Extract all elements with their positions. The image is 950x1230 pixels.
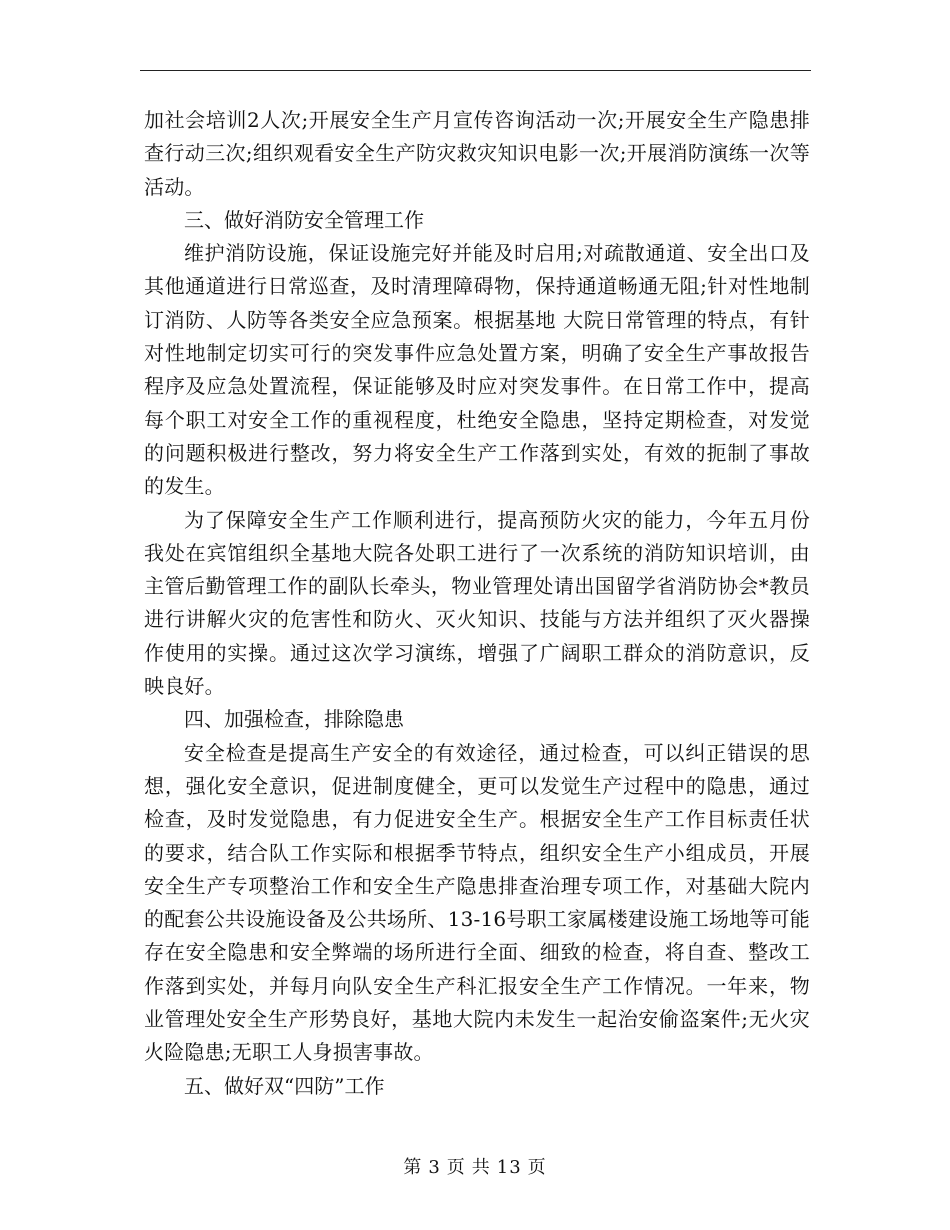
footer-label-unit2: 页 xyxy=(527,1157,547,1178)
footer-label-unit: 页 xyxy=(446,1157,466,1178)
section-heading-5: 五、做好双“四防”工作 xyxy=(184,1073,385,1098)
page-footer xyxy=(0,1153,950,1179)
footer-label-page: 第 xyxy=(403,1157,423,1178)
paragraph-fire-training: 为了保障安全生产工作顺利进行，提高预防火灾的能力，今年五月份我处在宾馆组织全基地大院各处职工进行了一次系统的消防知识培训，由主管后勤管理工作的副队长牵头，物业管理处请出国留学省消防协会*教员进行讲解火灾的危害性和防火、灭火知识、技能与方法并组织了灭火器操作使用的实操。通过这次学习演练，增强了广阔职工群众的消防意识，反映良好。 xyxy=(144,507,810,699)
header-rule xyxy=(140,70,811,71)
paragraph-inspection: 安全检查是提高生产安全的有效途径，通过检查，可以纠正错误的思想，强化安全意识，促进制度健全，更可以发觉生产过程中的隐患，通过检查，及时发觉隐患，有力促进安全生产。根据安全生产工作目标责任状的要求，结合队工作实际和根据季节特点，组织安全生产小组成员，开展安全生产专项整治工作和安全生产隐患排查治理专项工作，对基础大院内的配套公共设施设备及公共场所、13-16号职工家属楼建设施工场地等可能存在安全隐患和安全弊端的场所进行全面、细致的检查，将自查、整改工作落到实处，并每月向队安全生产科汇报安全生产工作情况。一年来，物业管理处安全生产形势良好，基地大院内未发生一起治安偷盗案件;无火灾火险隐患;无职工人身损害事故。 xyxy=(144,740,810,1065)
footer-label-total: 共 xyxy=(471,1157,491,1178)
footer-total-pages: 13 xyxy=(496,1157,522,1178)
footer-current-page: 3 xyxy=(428,1157,441,1178)
section-heading-4: 四、加强检查，排除隐患 xyxy=(184,707,404,732)
paragraph-fire-safety: 维护消防设施，保证设施完好并能及时启用;对疏散通道、安全出口及其他通道进行日常巡查，及时清理障碍物，保持通道畅通无阻;针对性地制订消防、人防等各类安全应急预案。根据基地 大院日常管理的特点，有针对性地制定切实可行的突发事件应急处置方案，明确了安全生产事故报告程序及应急处置流程，保证能够及时应对突发事件。在日常工作中，提高每个职工对安全工作的重视程度，杜绝安全隐患，坚持定期检查，对发觉的问题积极进行整改，努力将安全生产工作落到实处，有效的扼制了事故的发生。 xyxy=(144,241,810,499)
section-heading-3: 三、做好消防安全管理工作 xyxy=(184,207,424,232)
paragraph-continued: 加社会培训2人次;开展安全生产月宣传咨询活动一次;开展安全生产隐患排查行动三次;组织观看安全生产防灾救灾知识电影一次;开展消防演练一次等活动。 xyxy=(144,108,810,199)
document-body xyxy=(144,104,810,1103)
